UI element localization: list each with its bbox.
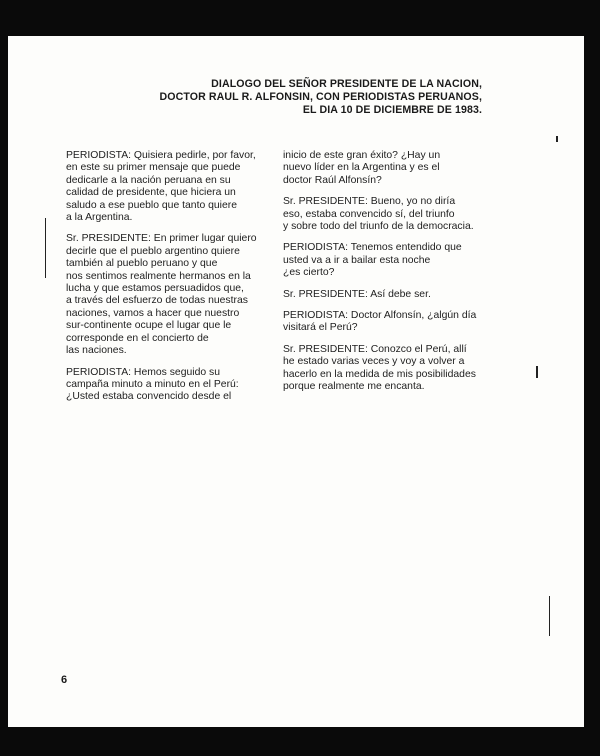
scan-border-left — [0, 0, 8, 756]
text-line: a través del esfuerzo de todas nuestras — [66, 295, 248, 307]
scan-border-bottom — [0, 727, 600, 756]
text-line: usted va a ir a bailar esta noche — [283, 254, 431, 266]
scan-speck — [536, 366, 538, 378]
document-heading — [158, 78, 482, 117]
text-line: nos sentimos realmente hermanos en la — [66, 270, 251, 282]
text-line: decirle que el pueblo argentino quiere — [66, 245, 240, 257]
dialogue-paragraph — [283, 150, 505, 187]
text-line: y sobre todo del triunfo de la democracia. — [283, 221, 474, 233]
page-number: 6 — [61, 674, 68, 686]
text-line: PERIODISTA: Doctor Alfonsín, ¿algún día — [283, 310, 477, 322]
text-line: nuevo líder en la Argentina y es el — [283, 162, 440, 174]
scan-speck — [556, 136, 558, 142]
text-line: visitará el Perú? — [283, 322, 358, 334]
text-line: porque realmente me encanta. — [283, 381, 425, 393]
left-column — [66, 150, 278, 413]
text-line: he estado varias veces y voy a volver a — [283, 356, 465, 368]
dialogue-paragraph — [66, 367, 278, 404]
text-line: Sr. PRESIDENTE: En primer lugar quiero — [66, 233, 257, 245]
text-line: lucha y que estamos persuadidos que, — [66, 283, 244, 295]
text-line: Sr. PRESIDENTE: Conozco el Perú, allí — [283, 343, 467, 355]
text-line: inicio de este gran éxito? ¿Hay un — [283, 150, 441, 161]
text-line: también al pueblo peruano y que — [66, 258, 218, 270]
text-line: campaña minuto a minuto en el Perú: — [66, 378, 239, 390]
document-page — [8, 36, 584, 727]
scan-border-top — [0, 0, 600, 36]
text-line: en este su primer mensaje que puede — [66, 162, 241, 174]
text-line: dedicarle a la nación peruana en su — [66, 174, 231, 186]
heading-line: EL DIA 10 DE DICIEMBRE DE 1983. — [302, 104, 482, 116]
text-line: calidad de presidente, que hiciera un — [66, 187, 236, 199]
text-line: PERIODISTA: Tenemos entendido que — [283, 242, 462, 254]
text-line: saludo a ese pueblo que tanto quiere — [66, 199, 238, 211]
text-line: ¿es cierto? — [283, 267, 335, 279]
scan-border-right — [584, 0, 600, 756]
text-line: ¿Usted estaba convencido desde el — [66, 391, 232, 403]
right-column — [283, 150, 505, 403]
text-line: las naciones. — [66, 345, 127, 357]
dialogue-paragraph — [66, 233, 278, 357]
dialogue-paragraph — [66, 150, 278, 224]
text-line: a la Argentina. — [66, 212, 133, 224]
dialogue-paragraph — [283, 310, 505, 335]
text-line: hacerlo en la medida de mis posibilidades — [283, 368, 476, 380]
text-line: sur-continente ocupe el lugar que le — [66, 320, 232, 332]
dialogue-paragraph — [283, 344, 505, 394]
heading-line: DOCTOR RAUL R. ALFONSIN, CON PERIODISTAS PERUANOS, — [159, 91, 482, 103]
heading-line: DIALOGO DEL SEÑOR PRESIDENTE DE LA NACION, — [211, 78, 482, 90]
text-line: naciones, vamos a hacer que nuestro — [66, 307, 240, 319]
text-line: doctor Raúl Alfonsín? — [283, 174, 382, 186]
text-line: PERIODISTA: Quisiera pedirle, por favor, — [66, 150, 256, 161]
text-line: eso, estaba convencido sí, del triunfo — [283, 208, 455, 220]
text-line: corresponde en el concierto de — [66, 332, 209, 344]
scan-speck — [45, 218, 46, 278]
dialogue-paragraph — [283, 196, 505, 233]
text-line: PERIODISTA: Hemos seguido su — [66, 366, 220, 378]
dialogue-paragraph — [283, 289, 505, 301]
scan-speck — [549, 596, 550, 636]
text-line: Sr. PRESIDENTE: Bueno, yo no diría — [283, 196, 456, 208]
dialogue-paragraph — [283, 242, 505, 279]
text-line: Sr. PRESIDENTE: Así debe ser. — [283, 288, 431, 300]
